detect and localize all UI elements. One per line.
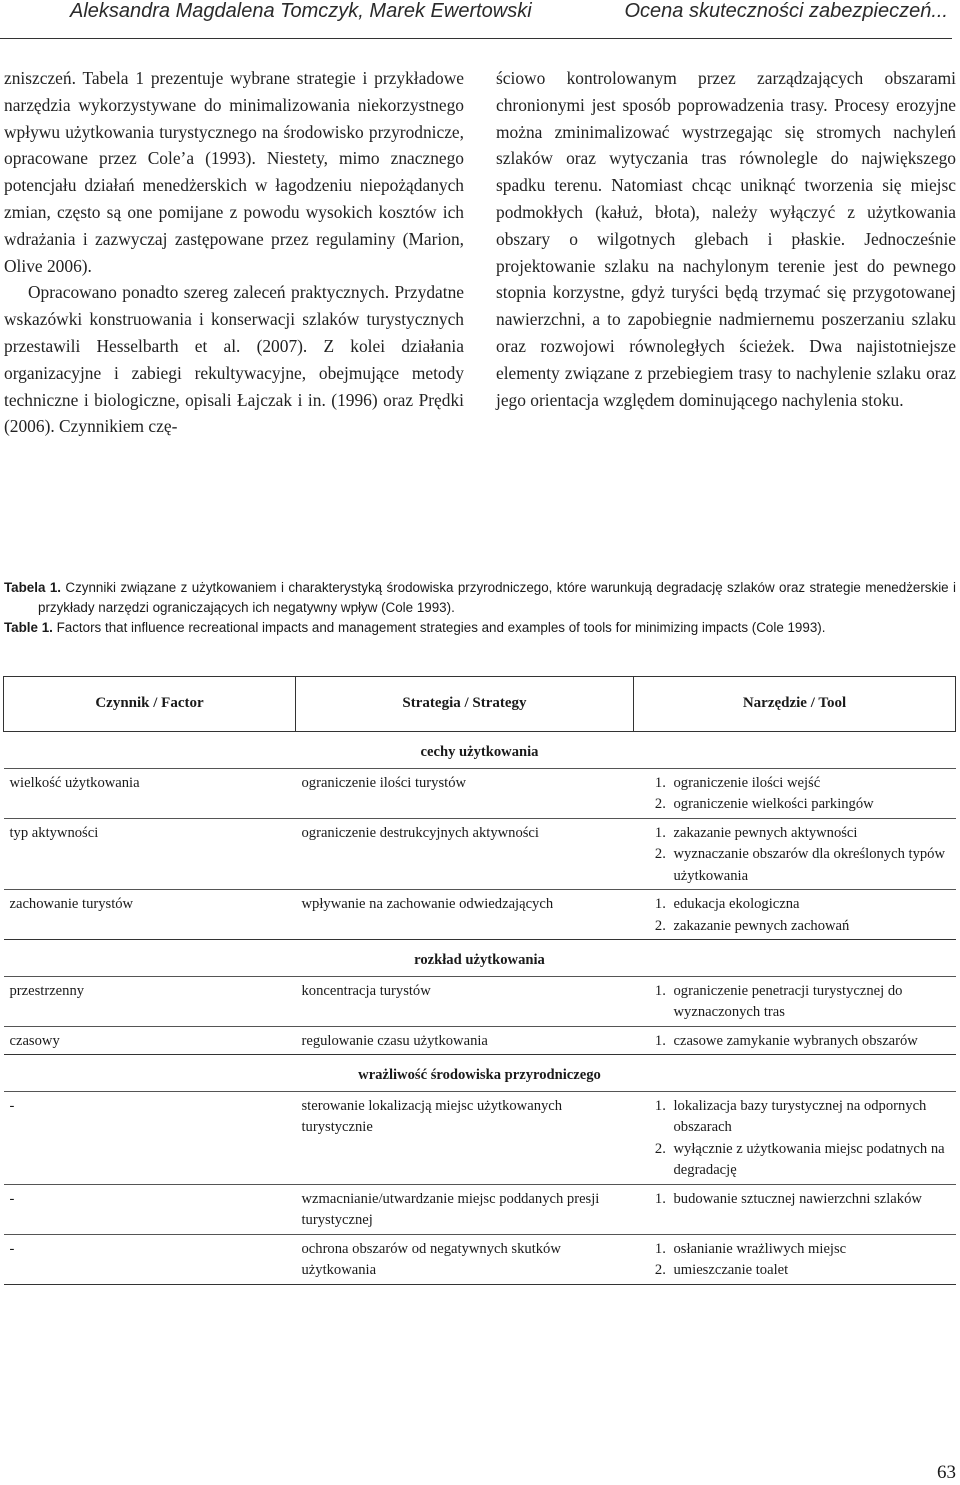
strategy-cell: ograniczenie destrukcyjnych aktywności	[296, 818, 634, 890]
table-group-row	[4, 732, 956, 769]
column-header-factor: Czynnik / Factor	[4, 677, 296, 732]
right-column	[496, 65, 956, 413]
caption-en-label: Table 1.	[4, 620, 53, 635]
tools-cell	[634, 1026, 956, 1055]
table-row	[4, 1091, 956, 1184]
strategy-cell: ochrona obszarów od negatywnych skutków użytkowania	[296, 1234, 634, 1284]
tool-item: 1. osłanianie wrażliwych miejsc	[670, 1239, 950, 1261]
factor-cell: przestrzenny	[4, 976, 296, 1026]
tool-item: 1. ograniczenie ilości wejść	[670, 773, 950, 795]
tools-list	[640, 1189, 950, 1211]
table-row	[4, 818, 956, 890]
caption-pl	[4, 578, 956, 618]
tool-item: 2. wyznaczanie obszarów dla określonych typów użytkowania	[670, 844, 950, 887]
strategy-cell: regulowanie czasu użytkowania	[296, 1026, 634, 1055]
table-row	[4, 1184, 956, 1234]
table-group-row	[4, 1055, 956, 1092]
tools-list	[640, 773, 950, 816]
strategy-cell: wpływanie na zachowanie odwiedzających	[296, 890, 634, 940]
header-authors: Aleksandra Magdalena Tomczyk, Marek Ewertowski	[70, 0, 532, 22]
tool-item: 1. edukacja ekologiczna	[670, 894, 950, 916]
body-paragraph: zniszczeń. Tabela 1 prezentuje wybrane strategie i przykładowe narzędzia wykorzystywane do minimalizowania niekorzystnego wpływu użytkowania turystycznego na środowisko przyrodnicze, opracowane przez Cole’a (1993). Niestety, mimo znacznego potencjału działań menedżerskich w łagodzeniu niepożądanych zmian, często są one pomijane z powodu wysokich kosztów ich wdrażania i zazwyczaj zastępowane przez regulaminy (Marion, Olive 2006).	[4, 68, 464, 276]
table-group-row	[4, 940, 956, 977]
body-paragraph: Opracowano ponadto szereg zaleceń praktycznych. Przydatne wskazówki konstruowania i konserwacji szlaków turystycznych przestawili Hesselbarth et al. (2007). Z kolei działania organizacyjne i zabiegi rekultywacyjne, obejmujące metody techniczne i biologiczne, opisali Łajczak i in. (1996) oraz Prędki (2006). Czynnikiem czę-	[4, 282, 464, 437]
table-row	[4, 768, 956, 818]
tools-cell	[634, 976, 956, 1026]
tool-item: 2. wyłącznie z użytkowania miejsc podatnych na degradację	[670, 1139, 950, 1182]
tool-item: 1. zakazanie pewnych aktywności	[670, 823, 950, 845]
factor-cell: wielkość użytkowania	[4, 768, 296, 818]
tools-cell	[634, 768, 956, 818]
table-captions	[4, 578, 956, 638]
group-title: rozkład użytkowania	[4, 940, 956, 977]
factor-cell: czasowy	[4, 1026, 296, 1055]
factor-cell: -	[4, 1091, 296, 1184]
tool-item: 2. umieszczanie toalet	[670, 1260, 950, 1282]
caption-en-text: Factors that influence recreational impacts and management strategies and examples of tools for minimizing impacts (Cole 1993).	[56, 620, 826, 635]
table-row	[4, 976, 956, 1026]
strategy-cell: sterowanie lokalizacją miejsc użytkowanych turystycznie	[296, 1091, 634, 1184]
table-header-row	[4, 677, 956, 732]
tools-list	[640, 981, 950, 1024]
tools-list	[640, 894, 950, 937]
tool-item: 2. zakazanie pewnych zachowań	[670, 916, 950, 938]
factor-cell: zachowanie turystów	[4, 890, 296, 940]
group-title: cechy użytkowania	[4, 732, 956, 769]
body-paragraph: ściowo kontrolowanym przez zarządzających obszarami chronionymi jest sposób poprowadzenia trasy. Procesy erozyjne można zminimalizować wystrzegając się stromych nachyleń szlaków oraz wytyczania tras równolegle do największego spadku terenu. Natomiast chcąc uniknąć tworzenia się miejsc podmokłych (kałuż, błota), należy wyłączyć z użytkowania obszary o wilgotnych glebach i płaskie. Jednocześnie projektowanie szlaku na nachylonym terenie jest do pewnego stopnia korzystne, gdyż turyści będą trzymać się przygotowanej nawierzchni, a to zapobiegnie nadmiernemu poszerzaniu szlaku oraz rozwojowi równoległych ścieżek. Dwa najistotniejsze elementy związane z przebiegiem trasy to nachylenie szlaku oraz jego orientacja względem dominującego nachylenia stoku.	[496, 68, 956, 410]
group-title: wrażliwość środowiska przyrodniczego	[4, 1055, 956, 1092]
factors-table	[3, 676, 956, 1285]
header-short-title: Ocena skuteczności zabezpieczeń...	[624, 0, 948, 22]
table-row	[4, 1234, 956, 1284]
tools-cell	[634, 818, 956, 890]
tool-item: 1. czasowe zamykanie wybranych obszarów	[670, 1031, 950, 1053]
factor-cell: -	[4, 1234, 296, 1284]
strategy-cell: ograniczenie ilości turystów	[296, 768, 634, 818]
factor-cell: -	[4, 1184, 296, 1234]
tools-cell	[634, 1091, 956, 1184]
tool-item: 1. budowanie sztucznej nawierzchni szlaków	[670, 1189, 950, 1211]
tools-list	[640, 1096, 950, 1182]
strategy-cell: koncentracja turystów	[296, 976, 634, 1026]
table-row	[4, 890, 956, 940]
tools-cell	[634, 890, 956, 940]
strategy-cell: wzmacnianie/utwardzanie miejsc poddanych presji turystycznej	[296, 1184, 634, 1234]
caption-pl-label: Tabela 1.	[4, 580, 61, 595]
tools-list	[640, 823, 950, 888]
tool-item: 1. lokalizacja bazy turystycznej na odpornych obszarach	[670, 1096, 950, 1139]
caption-pl-text: Czynniki związane z użytkowaniem i charakterystyką środowiska przyrodniczego, które warunkują degradację szlaków oraz strategie menedżerskie i przykłady narzędzi ograniczających ich negatywny wpływ (Cole 1993).	[38, 580, 956, 615]
tool-item: 1. ograniczenie penetracji turystycznej do wyznaczonych tras	[670, 981, 950, 1024]
column-header-tool: Narzędzie / Tool	[634, 677, 956, 732]
left-column	[4, 65, 464, 440]
tools-list	[640, 1239, 950, 1282]
tools-cell	[634, 1234, 956, 1284]
caption-en	[4, 618, 956, 638]
running-header	[0, 0, 952, 39]
table-row	[4, 1026, 956, 1055]
page-number: 63	[937, 1462, 956, 1483]
tools-list	[640, 1031, 950, 1053]
column-header-strategy: Strategia / Strategy	[296, 677, 634, 732]
tool-item: 2. ograniczenie wielkości parkingów	[670, 794, 950, 816]
tools-cell	[634, 1184, 956, 1234]
factor-cell: typ aktywności	[4, 818, 296, 890]
